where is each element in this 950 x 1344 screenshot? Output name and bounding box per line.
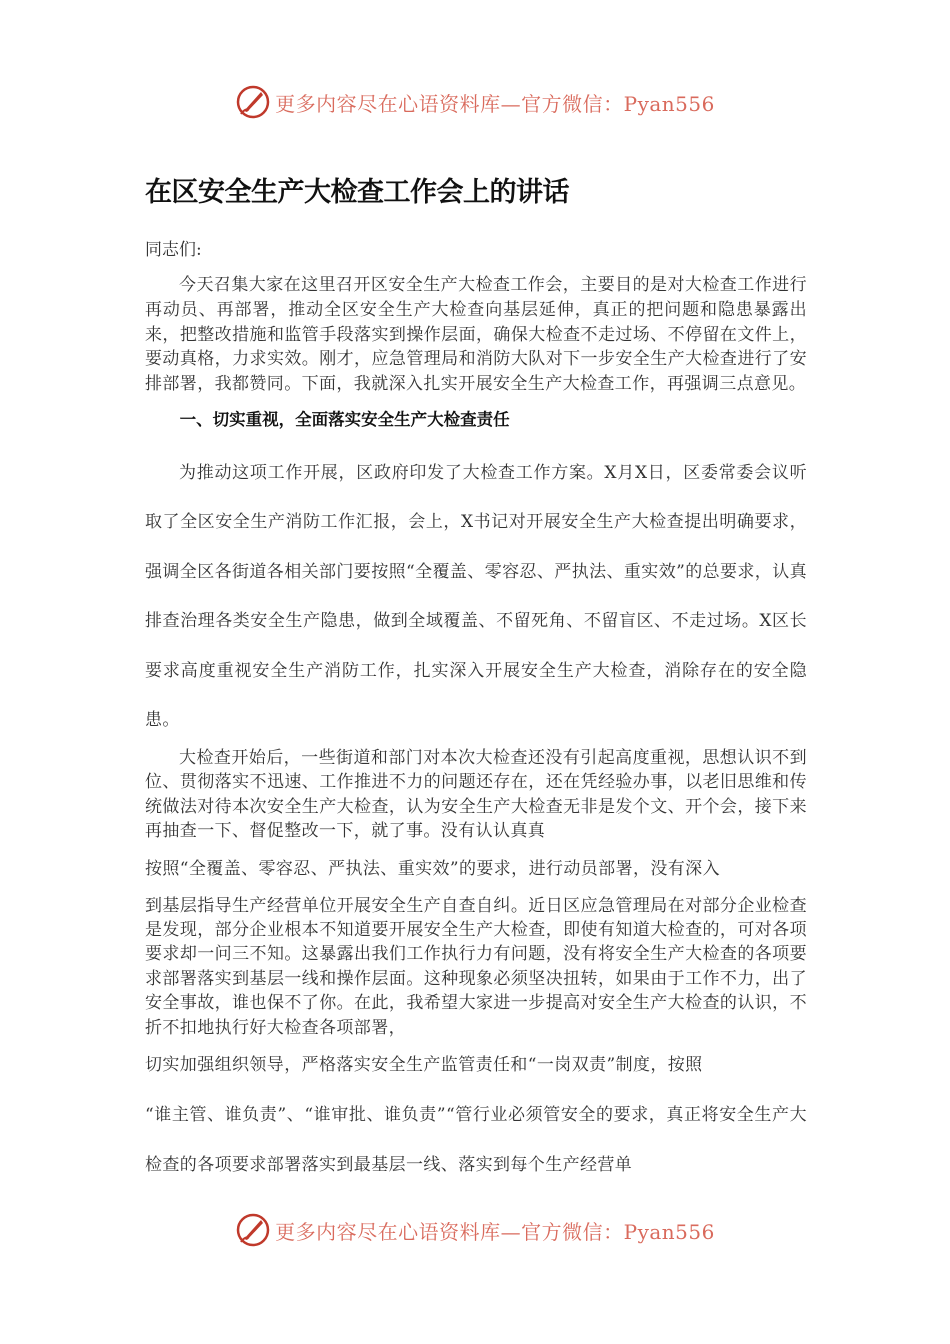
paragraph-intro: 今天召集大家在这里召开区安全生产大检查工作会，主要目的是对大检查工作进行再动员、再部署，推动全区安全生产大检查向基层延伸，真正的把问题和隐患暴露出来，把整改措施和监管手段落实到操作层面，确保大检查不走过场、不停留在文件上，要动真格，力求实效。刚才，应急管理局和消防大队对下一步安全生产大检查进行了安排部署，我都赞同。下面，我就深入扎实开展安全生产大检查工作，再强调三点意见。 (145, 275, 807, 395)
quill-pen-logo-icon (235, 1212, 271, 1248)
watermark-text: 更多内容尽在心语资料库—官方微信：Pyan556 (275, 1219, 715, 1244)
section-heading-1: 一、切实重视，全面落实安全生产大检查责任 (179, 409, 510, 429)
quill-pen-logo-icon (235, 84, 271, 120)
salutation: 同志们: (145, 240, 202, 260)
paragraph-2: 为推动这项工作开展，区政府印发了大检查工作方案。X月X日，区委常委会议听取了全区安全生产消防工作汇报，会上，X书记对开展安全生产大检查提出明确要求，强调全区各街道各相关部门要按照“全覆盖、零容忍、严执法、重实效”的总要求，认真排查治理各类安全生产隐患，做到全域覆盖、不留死角、不留盲区、不走过场。X区长要求高度重视安全生产消防工作，扎实深入开展安全生产大检查，消除存在的安全隐患。 (145, 462, 807, 731)
paragraph-3 (145, 746, 807, 1190)
document-page (145, 170, 807, 1190)
paragraph-3-part-e: “谁主管、谁负责”、“谁审批、谁负责”“管行业必须管安全的要求，真正将安全生产大检查的各项要求部署落实到最基层一线、落实到每个生产经营单 (145, 1105, 807, 1176)
paragraph-3-part-d: 切实加强组织领导，严格落实安全生产监管责任和“一岗双责”制度，按照 (145, 1055, 703, 1076)
watermark-text: 更多内容尽在心语资料库—官方微信：Pyan556 (275, 91, 715, 116)
page-title: 在区安全生产大检查工作会上的讲话 (145, 177, 569, 208)
paragraph-3-part-c: 到基层指导生产经营单位开展安全生产自查自纠。近日区应急管理局在对部分企业检查是发现，部分企业根本不知道要开展安全生产大检查，即使有知道大检查的，可对各项要求却一问三不知。这暴露出我们工作执行力有问题，没有将安全生产大检查的各项要求部署落实到基层一线和操作层面。这种现象必须坚决扭转，如果由于工作不力，出了安全事故，谁也保不了你。在此，我希望大家进一步提高对安全生产大检查的认识，不折不扣地执行好大检查各项部署， (145, 895, 807, 1038)
paragraph-3-part-b: 按照“全覆盖、零容忍、严执法、重实效”的要求，进行动员部署，没有深入 (145, 858, 720, 879)
watermark-footer (0, 1210, 950, 1250)
paragraph-3-part-a: 大检查开始后，一些街道和部门对本次大检查还没有引起高度重视，思想认识不到位、贯彻落实不迅速、工作推进不力的问题还存在，还在凭经验办事，以老旧思维和传统做法对待本次安全生产大检查，认为安全生产大检查无非是发个文、开个会，接下来再抽查一下、督促整改一下，就了事。没有认认真真 (145, 747, 807, 842)
watermark-header (0, 82, 950, 122)
